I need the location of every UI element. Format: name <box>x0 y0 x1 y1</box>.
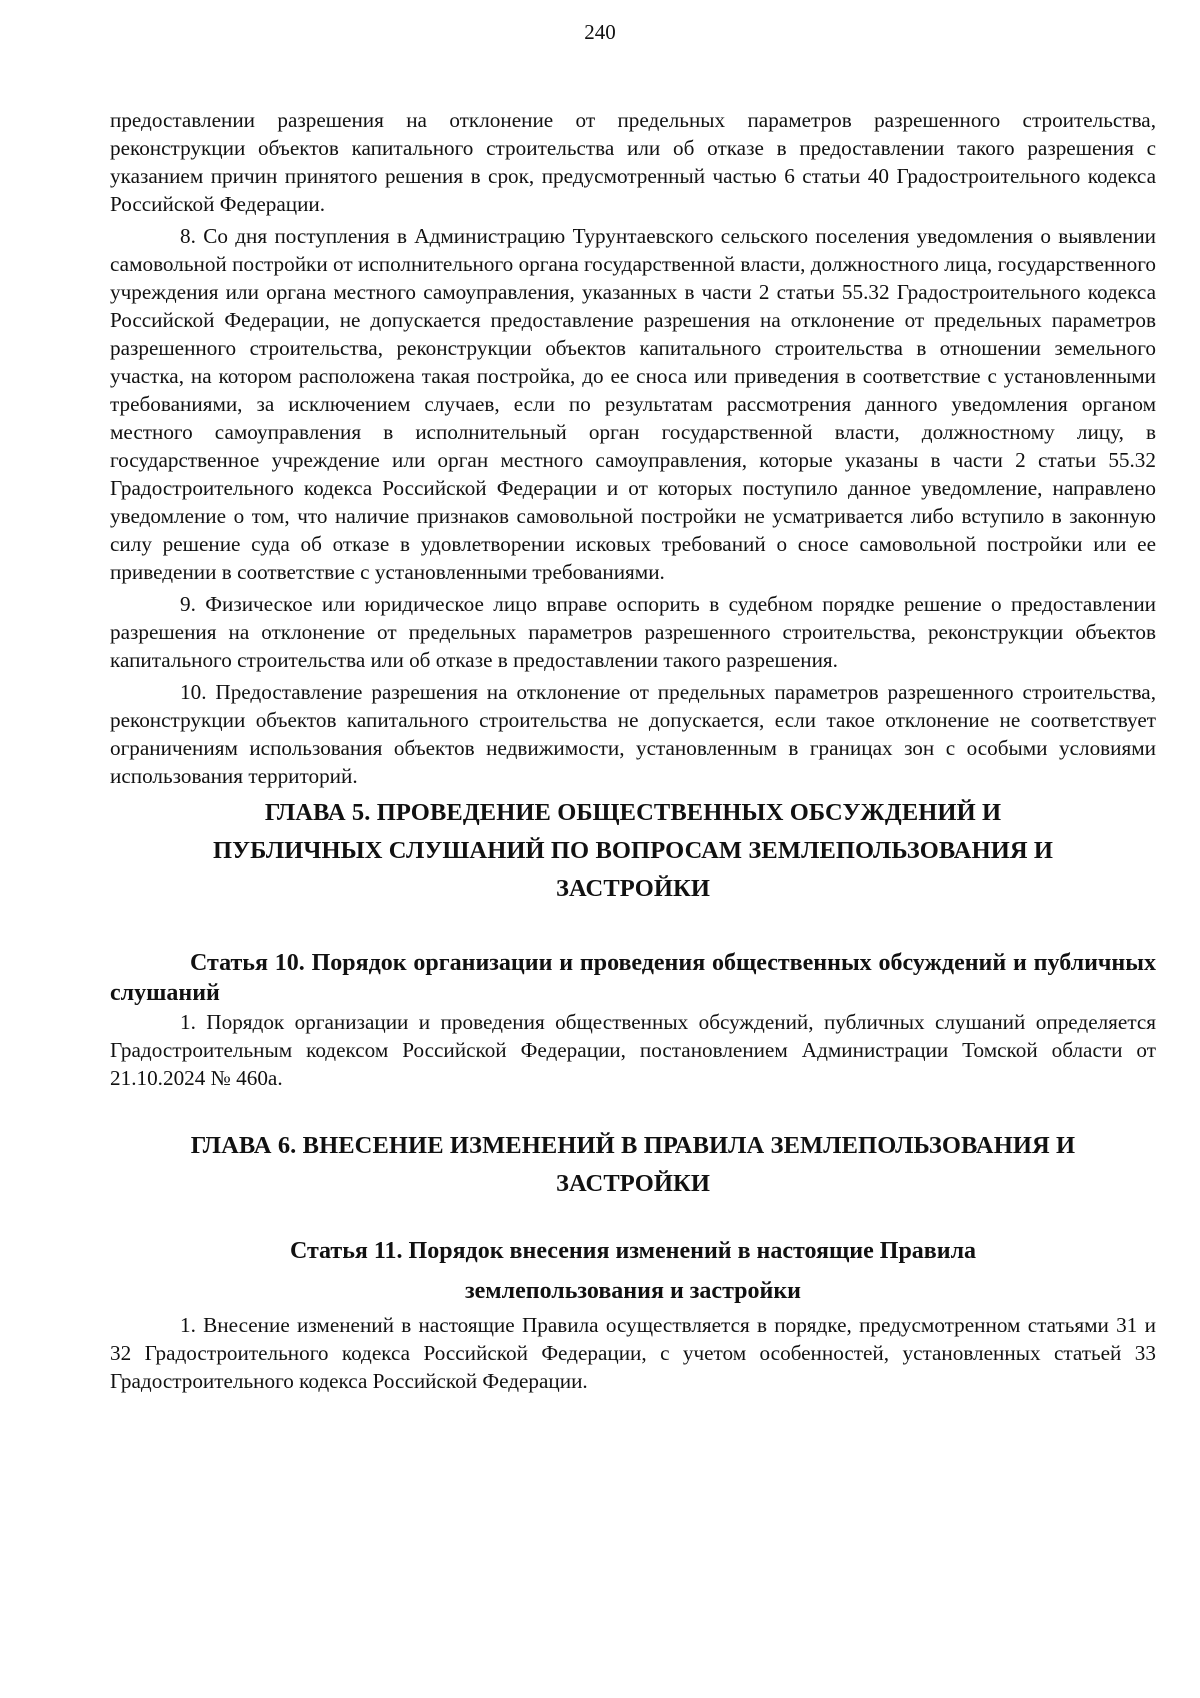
chapter-5-heading-line: ЗАСТРОЙКИ <box>555 875 711 902</box>
chapter-5-heading-line: ПУБЛИЧНЫХ СЛУШАНИЙ ПО ВОПРОСАМ ЗЕМЛЕПОЛЬЗОВАНИЯ И <box>212 837 1054 864</box>
article-11-heading-line: землепользования и застройки <box>465 1278 801 1304</box>
article-10-paragraph-1: 1. Порядок организации и проведения общественных обсуждений, публичных слушаний определяется Градостроительным кодексом Российской Федерации, постановлением Администрации Томской области от 21.10.2024 № 460а. <box>110 1010 1156 1090</box>
paragraph-10: 10. Предоставление разрешения на отклонение от предельных параметров разрешенного строительства, реконструкции объектов капитального строительства не допускается, если такое отклонение не соответствует ограничениям использования объектов недвижимости, установленным в границах зон с особыми условиями использования территорий. <box>110 680 1156 788</box>
page-content <box>110 106 1156 1399</box>
article-11-heading-line: Статья 11. Порядок внесения изменений в настоящие Правила <box>289 1238 977 1264</box>
chapter-6-heading-line: ЗАСТРОЙКИ <box>555 1170 711 1197</box>
chapter-6-heading <box>110 1127 1156 1203</box>
chapter-5-heading-line: ГЛАВА 5. ПРОВЕДЕНИЕ ОБЩЕСТВЕННЫХ ОБСУЖДЕНИЙ И <box>264 799 1002 826</box>
chapter-6-heading-line: ГЛАВА 6. ВНЕСЕНИЕ ИЗМЕНЕНИЙ В ПРАВИЛА ЗЕМЛЕПОЛЬЗОВАНИЯ И <box>190 1132 1076 1159</box>
paragraph-8: 8. Со дня поступления в Администрацию Турунтаевского сельского поселения уведомления о выявлении самовольной постройки от исполнительного органа государственной власти, должностного лица, государственного учреждения или органа местного самоуправления, указанных в части 2 статьи 55.32 Градостроительного кодекса Российской Федерации, не допускается предоставление разрешения на отклонение от предельных параметров разрешенного строительства, реконструкции объектов капитального строительства в отношении земельного участка, на котором расположена такая постройка, до ее сноса или приведения в соответствие с установленными требованиями, за исключением случаев, если по результатам рассмотрения данного уведомления органом местного самоуправления в исполнительный орган государственной власти, должностному лицу, в государственное учреждение или орган местного самоуправления, которые указаны в части 2 статьи 55.32 Градостроительного кодекса Российской Федерации и от которых поступило данное уведомление, направлено уведомление о том, что наличие признаков самовольной постройки не усматривается либо вступило в законную силу решение суда об отказе в удовлетворении исковых требований о сносе самовольной постройки или ее приведении в соответствие с установленными требованиями. <box>110 224 1156 584</box>
paragraph-continuation: предоставлении разрешения на отклонение от предельных параметров разрешенного строительства, реконструкции объектов капитального строительства или об отказе в предоставлении такого разрешения с указанием причин принятого решения в срок, предусмотренный частью 6 статьи 40 Градостроительного кодекса Российской Федерации. <box>110 108 1156 216</box>
article-11-heading <box>110 1231 1156 1311</box>
paragraph-9: 9. Физическое или юридическое лицо вправе оспорить в судебном порядке решение о предоставлении разрешения на отклонение от предельных параметров разрешенного строительства, реконструкции объектов капитального строительства или об отказе в предоставлении такого разрешения. <box>110 592 1156 672</box>
chapter-5-heading <box>110 794 1156 908</box>
article-10-heading: Статья 10. Порядок организации и проведения общественных обсуждений и публичных слушаний <box>110 950 1156 1006</box>
page-number: 240 <box>584 20 616 44</box>
article-11-paragraph-1: 1. Внесение изменений в настоящие Правила осуществляется в порядке, предусмотренном статьями 31 и 32 Градостроительного кодекса Российской Федерации, с учетом особенностей, установленных статьей 33 Градостроительного кодекса Российской Федерации. <box>110 1313 1156 1393</box>
